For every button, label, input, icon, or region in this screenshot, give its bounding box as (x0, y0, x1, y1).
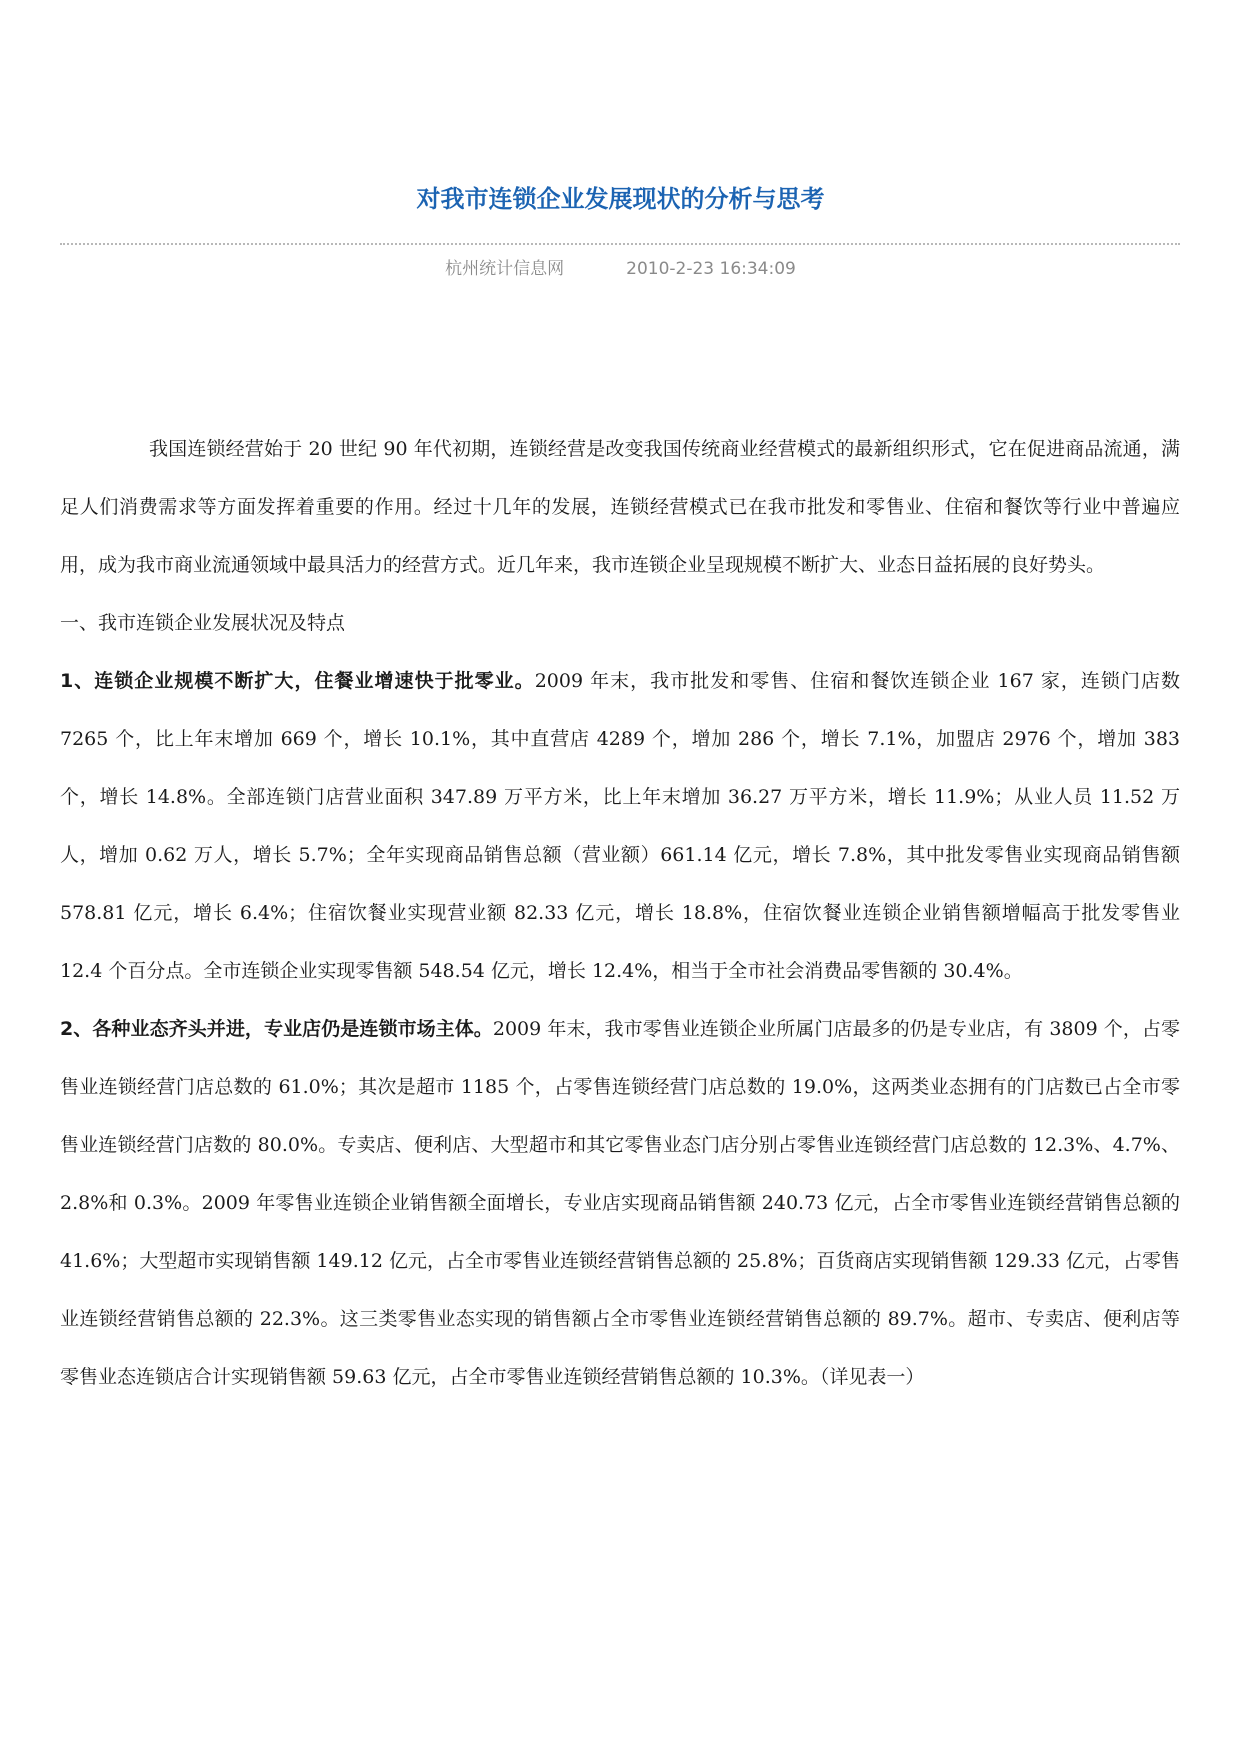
point-2-lead: 2、各种业态齐头并进，专业店仍是连锁市场主体。 (60, 1018, 493, 1040)
point-2-text: 2009 年末，我市零售业连锁企业所属门店最多的仍是专业店，有 3809 个，占零售业连锁经营门店总数的 61.0%；其次是超市 1185 个，占零售连锁经营门店总数的 19.0%，这两类业态拥有的门店数已占全市零售业连锁经营门店数的 80.0%。专卖店、便利店、大型超市和其它零售业态门店分别占零售业连锁经营门店总数的 12.3%、4.7%、2.8%和 0.3%。2009 年零售业连锁企业销售额全面增长，专业店实现商品销售额 240.73 亿元，占全市零售业连锁经营销售总额的 41.6%；大型超市实现销售额 149.12 亿元，占全市零售业连锁经营销售总额的 25.8%；百货商店实现销售额 129.33 亿元，占零售业连锁经营销售总额的 22.3%。这三类零售业态实现的销售额占全市零售业连锁经营销售总额的 89.7%。超市、专卖店、便利店等零售业态连锁店合计实现销售额 59.63 亿元，占全市零售业连锁经营销售总额的 10.3%。（详见表一） (60, 1018, 1180, 1388)
article-datetime: 2010-2-23 16:34:09 (626, 259, 796, 279)
point-1-paragraph (60, 652, 1180, 1000)
title-divider (60, 243, 1180, 245)
point-1-lead: 1、连锁企业规模不断扩大，住餐业增速快于批零业。 (60, 670, 535, 692)
point-2-paragraph (60, 1000, 1180, 1406)
article-source: 杭州统计信息网 (445, 259, 565, 279)
article-body (60, 420, 1180, 1406)
intro-paragraph: 我国连锁经营始于 20 世纪 90 年代初期，连锁经营是改变我国传统商业经营模式的最新组织形式，它在促进商品流通，满足人们消费需求等方面发挥着重要的作用。经过十几年的发展，连锁经营模式已在我市批发和零售业、住宿和餐饮等行业中普遍应用，成为我市商业流通领域中最具活力的经营方式。近几年来，我市连锁企业呈现规模不断扩大、业态日益拓展的良好势头。 (60, 438, 1180, 576)
section-heading: 一、我市连锁企业发展状况及特点 (60, 612, 346, 634)
point-1-text: 2009 年末，我市批发和零售、住宿和餐饮连锁企业 167 家，连锁门店数 7265 个，比上年末增加 669 个，增长 10.1%，其中直营店 4289 个，增加 286 个，增长 7.1%，加盟店 2976 个，增加 383 个，增长 14.8%。全部连锁门店营业面积 347.89 万平方米，比上年末增加 36.27 万平方米，增长 11.9%；从业人员 11.52 万人，增加 0.62 万人，增长 5.7%；全年实现商品销售总额（营业额）661.14 亿元，增长 7.8%，其中批发零售业实现商品销售额 578.81 亿元，增长 6.4%；住宿饮餐业实现营业额 82.33 亿元，增长 18.8%，住宿饮餐业连锁企业销售额增幅高于批发零售业 12.4 个百分点。全市连锁企业实现零售额 548.54 亿元，增长 12.4%，相当于全市社会消费品零售额的 30.4%。 (60, 670, 1180, 982)
article-title: 对我市连锁企业发展现状的分析与思考 (416, 185, 825, 213)
article-meta (0, 256, 1241, 282)
